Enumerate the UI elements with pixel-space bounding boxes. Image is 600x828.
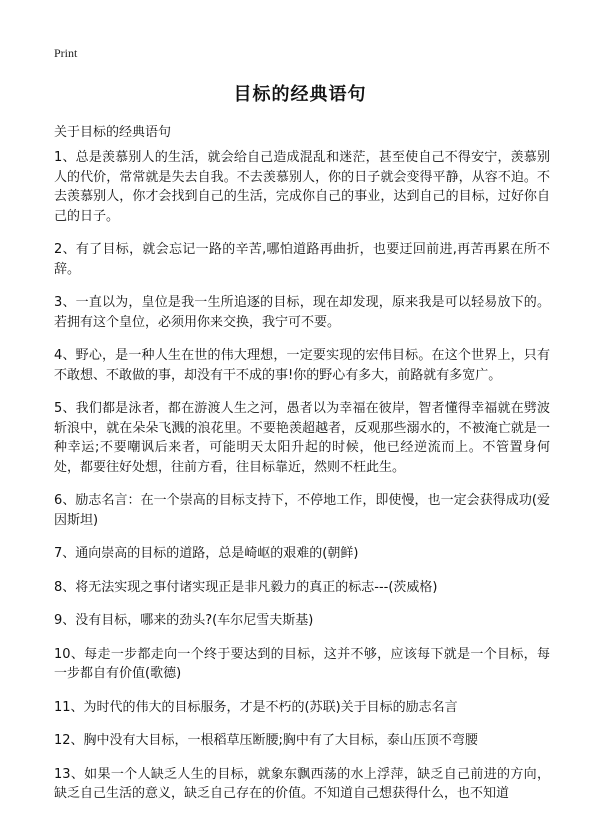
quote-paragraph: 4、野心，是一种人生在世的伟大理想，一定要实现的宏伟目标。在这个世界上，只有不敢想、不敢做的事，却没有干不成的事!你的野心有多大，前路就有多宽广。 (54, 348, 550, 383)
quote-paragraph: 3、一直以为，皇位是我一生所追逐的目标，现在却发现，原来我是可以轻易放下的。若拥有这个皇位，必须用你来交换，我宁可不要。 (54, 295, 550, 330)
document-body (54, 148, 550, 818)
quote-paragraph: 10、每走一步都走向一个终于要达到的目标，这并不够，应该每下就是一个目标，每一步都自有价值(歌德) (54, 646, 550, 681)
page-subtitle: 关于目标的经典语句 (54, 125, 172, 140)
quote-paragraph: 9、没有目标，哪来的劲头?(车尔尼雪夫斯基) (54, 613, 314, 628)
quote-paragraph: 13、如果一个人缺乏人生的目标，就象东飘西荡的水上浮萍，缺乏自己前进的方向，缺乏自己生活的意义，缺乏自己存在的价值。不知道自己想获得什么，也不知道 (54, 766, 550, 801)
quote-paragraph: 12、胸中没有大目标，一根稻草压断腰;胸中有了大目标，泰山压顶不弯腰 (54, 733, 478, 748)
print-link[interactable]: Print (54, 46, 78, 60)
page-title: 目标的经典语句 (233, 84, 367, 105)
quote-paragraph: 6、励志名言：在一个崇高的目标支持下，不停地工作，即使慢，也一定会获得成功(爱因斯坦) (54, 493, 550, 528)
quote-paragraph: 2、有了目标，就会忘记一路的辛苦,哪怕道路再曲折，也要迂回前进,再苦再累在所不辞。 (54, 242, 550, 277)
quote-paragraph: 7、通向崇高的目标的道路，总是崎岖的艰难的(朝鲜) (54, 546, 359, 561)
quote-paragraph: 1、总是羡慕别人的生活，就会给自己造成混乱和迷茫，甚至使自己不得安宁，羡慕别人的代价，常常就是失去自我。不去羡慕别人，你的日子就会变得平静，从容不迫。不去羡慕别人，你才会找到自己的生活，完成你自己的事业，达到自己的目标，过好你自己的日子。 (54, 150, 550, 224)
quote-paragraph: 8、将无法实现之事付诸实现正是非凡毅力的真正的标志---(茨威格) (54, 579, 438, 595)
quote-paragraph: 11、为时代的伟大的目标服务，才是不朽的(苏联)关于目标的励志名言 (54, 699, 458, 715)
quote-paragraph: 5、我们都是泳者，都在游渡人生之河，愚者以为幸福在彼岸，智者懂得幸福就在劈波斩浪中，就在朵朵飞溅的浪花里。不要艳羡超越者，反观那些溺水的，不被淹亡就是一种幸运;不要嘲讽后来者，可能明天太阳升起的时候，他已经逆流而上。不管置身何处，都要往好处想，往前方看，往目标靠近，然则不枉此生。 (54, 401, 550, 475)
